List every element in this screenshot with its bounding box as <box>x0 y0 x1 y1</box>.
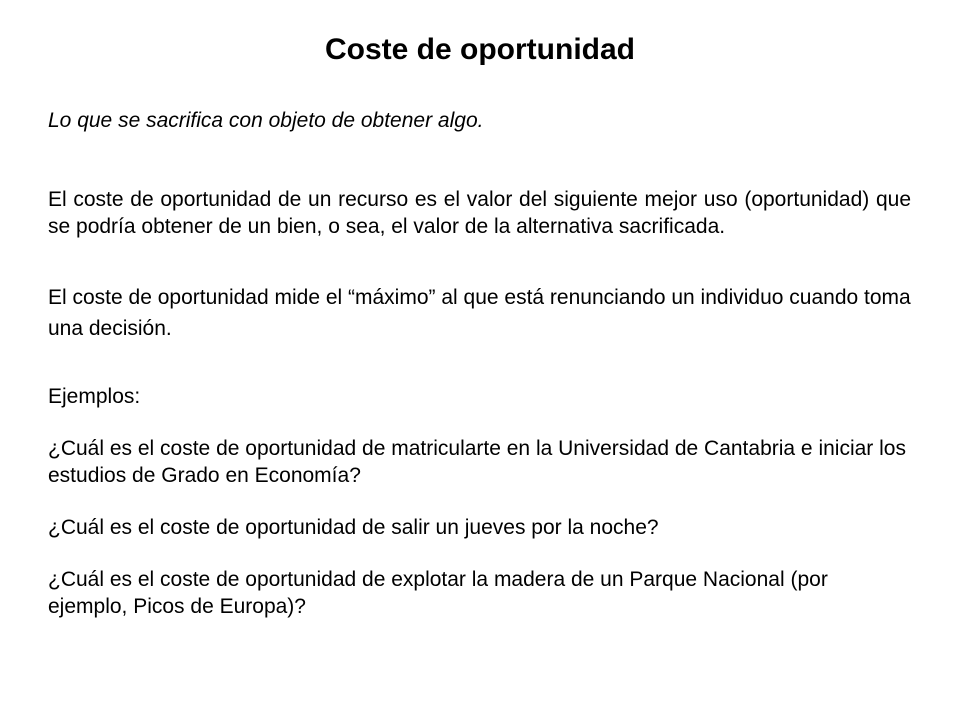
slide-title: Coste de oportunidad <box>325 33 635 66</box>
example-question-thursday-night: ¿Cuál es el coste de oportunidad de salir un jueves por la noche? <box>48 516 659 539</box>
example-question-university: ¿Cuál es el coste de oportunidad de matricularte en la Universidad de Cantabria e iniciar los estudios de Grado en Economía? <box>48 437 906 487</box>
examples-label: Ejemplos: <box>48 385 141 408</box>
example-question-national-park: ¿Cuál es el coste de oportunidad de explotar la madera de un Parque Nacional (por ejemplo, Picos de Europa)? <box>48 568 828 618</box>
paragraph-maximum: El coste de oportunidad mide el “máximo” al que está renunciando un individuo cuando toma una decisión. <box>48 286 911 340</box>
definition-subtitle: Lo que se sacrifica con objeto de obtener algo. <box>48 109 484 132</box>
paragraph-definition: El coste de oportunidad de un recurso es el valor del siguiente mejor uso (oportunidad) que se podría obtener de un bien, o sea, el valor de la alternativa sacrificada. <box>48 188 911 238</box>
